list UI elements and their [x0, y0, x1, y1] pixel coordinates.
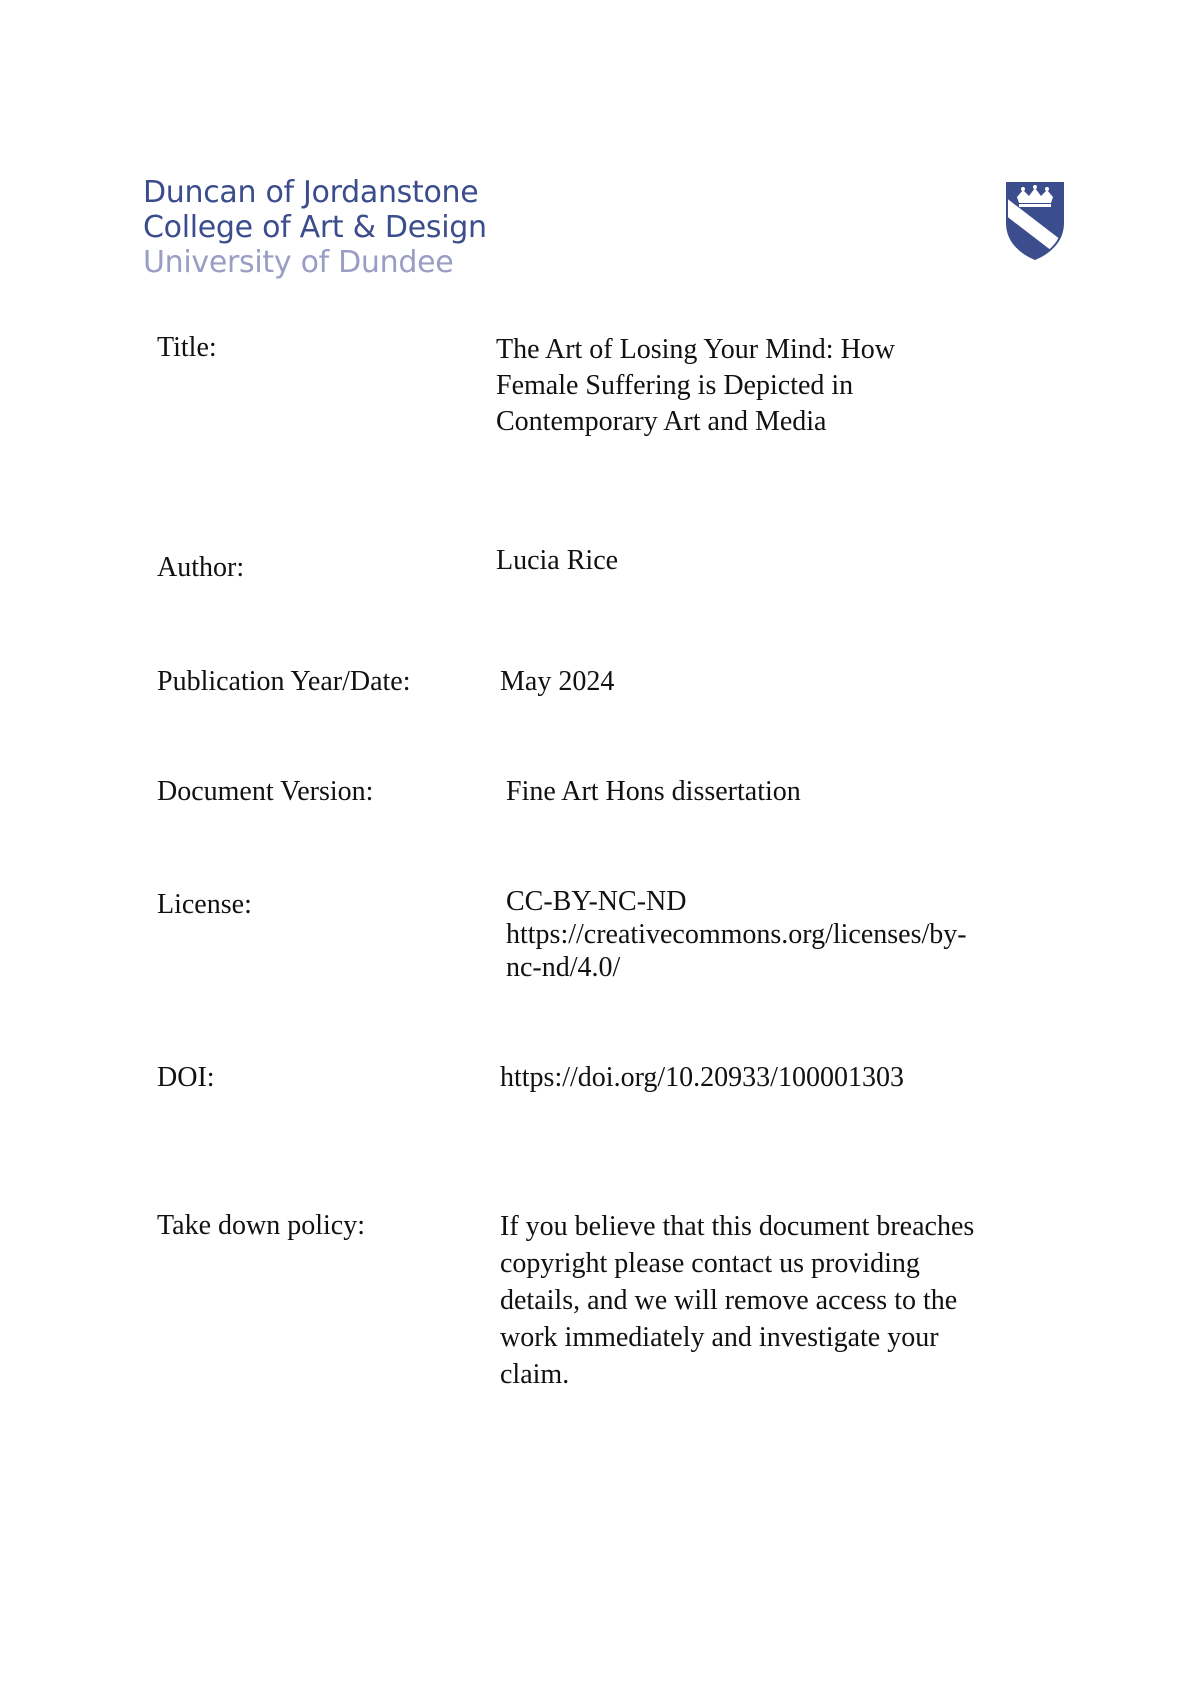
logo-wordmark	[143, 175, 487, 280]
license-value	[506, 885, 1066, 984]
takedown-line: details, and we will remove access to the	[500, 1285, 958, 1316]
title-value	[496, 332, 1056, 440]
date-label: Publication Year/Date:	[157, 666, 411, 697]
version-value: Fine Art Hons dissertation	[506, 776, 801, 807]
logo-line-3: University of Dundee	[143, 245, 454, 280]
title-label: Title:	[157, 332, 217, 363]
takedown-line: copyright please contact us providing	[500, 1248, 920, 1279]
title-line: Contemporary Art and Media	[496, 406, 827, 437]
version-label: Document Version:	[157, 776, 374, 807]
logo-line-2: College of Art & Design	[143, 210, 487, 245]
title-line: The Art of Losing Your Mind: How	[496, 334, 896, 365]
date-value: May 2024	[500, 666, 615, 697]
takedown-line: If you believe that this document breaches	[500, 1211, 975, 1242]
license-url-line[interactable]: nc-nd/4.0/	[506, 952, 621, 983]
takedown-line: claim.	[500, 1359, 570, 1390]
author-value: Lucia Rice	[496, 545, 619, 576]
takedown-line: work immediately and investigate your	[500, 1322, 939, 1353]
logo-line-1: Duncan of Jordanstone	[143, 175, 479, 210]
license-code: CC-BY-NC-ND	[506, 886, 687, 917]
license-url-line[interactable]: https://creativecommons.org/licenses/by-	[506, 919, 967, 950]
title-line: Female Suffering is Depicted in	[496, 370, 854, 401]
takedown-label: Take down policy:	[157, 1210, 365, 1241]
takedown-value	[500, 1208, 1060, 1393]
license-label: License:	[157, 889, 252, 920]
doi-label: DOI:	[157, 1062, 215, 1093]
doi-link[interactable]: https://doi.org/10.20933/100001303	[500, 1062, 904, 1093]
author-label: Author:	[157, 552, 245, 583]
university-shield-icon	[1005, 181, 1065, 261]
